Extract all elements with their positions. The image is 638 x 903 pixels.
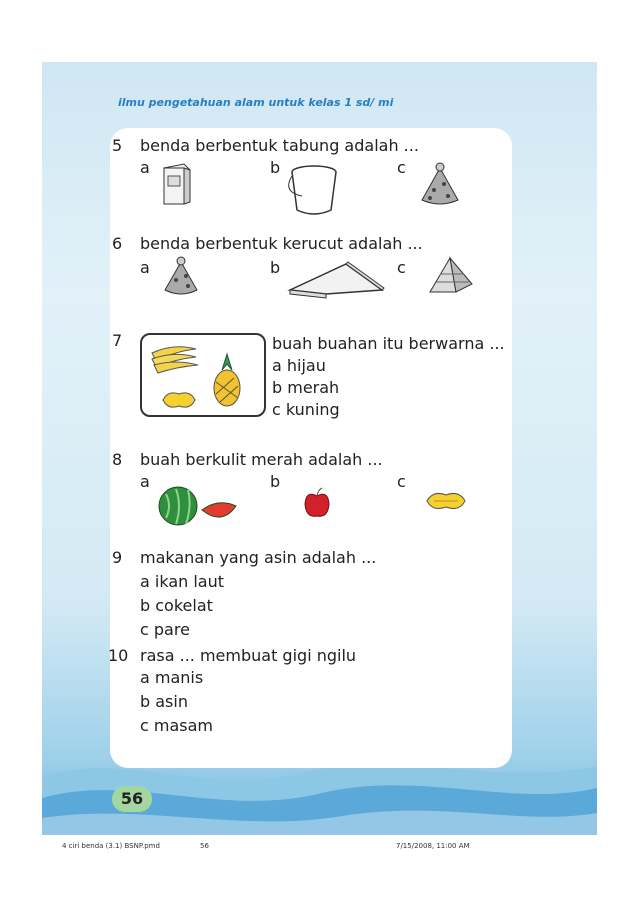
q9-option-a: a ikan laut: [140, 572, 225, 591]
book-subtitle: ilmu pengetahuan alam untuk kelas 1 sd/ mi: [118, 96, 394, 109]
q9-text: makanan yang asin adalah ...: [140, 548, 377, 567]
q7-option-c: c kuning: [272, 400, 340, 419]
tent-roof-icon: [286, 258, 386, 300]
pyramid-icon: [426, 256, 476, 296]
q6-number: 6: [112, 234, 123, 253]
q9-option-b: b cokelat: [140, 596, 213, 615]
starfruit-icon: [424, 488, 468, 514]
page-number-badge: 56: [112, 786, 152, 812]
q5-option-c: c: [397, 158, 406, 177]
q8-option-b: b: [270, 472, 281, 491]
q7-option-a: a hijau: [272, 356, 326, 375]
q7-option-b: b merah: [272, 378, 340, 397]
q7-number: 7: [112, 331, 123, 350]
box-icon: [160, 160, 194, 206]
bananas-icon: [148, 341, 200, 375]
party-hat-icon: [162, 256, 200, 298]
q10-number: 10: [108, 646, 129, 665]
q8-option-c: c: [397, 472, 406, 491]
q8-text: buah berkulit merah adalah ...: [140, 450, 383, 469]
starfruit-icon: [160, 388, 198, 412]
q9-number: 9: [112, 548, 123, 567]
q8-option-a: a: [140, 472, 150, 491]
party-hat-icon: [418, 162, 462, 208]
pineapple-icon: [210, 352, 244, 408]
q10-text: rasa ... membuat gigi ngilu: [140, 646, 357, 665]
q6-option-a: a: [140, 258, 150, 277]
q8-number: 8: [112, 450, 123, 469]
footer-filename: 4 ciri benda (3.1) BSNP.pmd: [62, 842, 160, 850]
q9-option-c: c pare: [140, 620, 190, 639]
q6-option-c: c: [397, 258, 406, 277]
footer-date: 7/15/2008, 11:00 AM: [396, 842, 470, 850]
q5-text: benda berbentuk tabung adalah ...: [140, 136, 419, 155]
apple-icon: [302, 486, 332, 520]
q5-option-b: b: [270, 158, 281, 177]
q7-text: buah buahan itu berwarna ...: [272, 334, 505, 353]
watermelon-icon: [158, 484, 238, 528]
q10-option-a: a manis: [140, 668, 204, 687]
q10-option-c: c masam: [140, 716, 213, 735]
q10-option-b: b asin: [140, 692, 188, 711]
q5-option-a: a: [140, 158, 150, 177]
q6-text: benda berbentuk kerucut adalah ...: [140, 234, 423, 253]
bucket-icon: [288, 162, 340, 218]
q5-number: 5: [112, 136, 123, 155]
footer-page: 56: [200, 842, 209, 850]
q6-option-b: b: [270, 258, 281, 277]
